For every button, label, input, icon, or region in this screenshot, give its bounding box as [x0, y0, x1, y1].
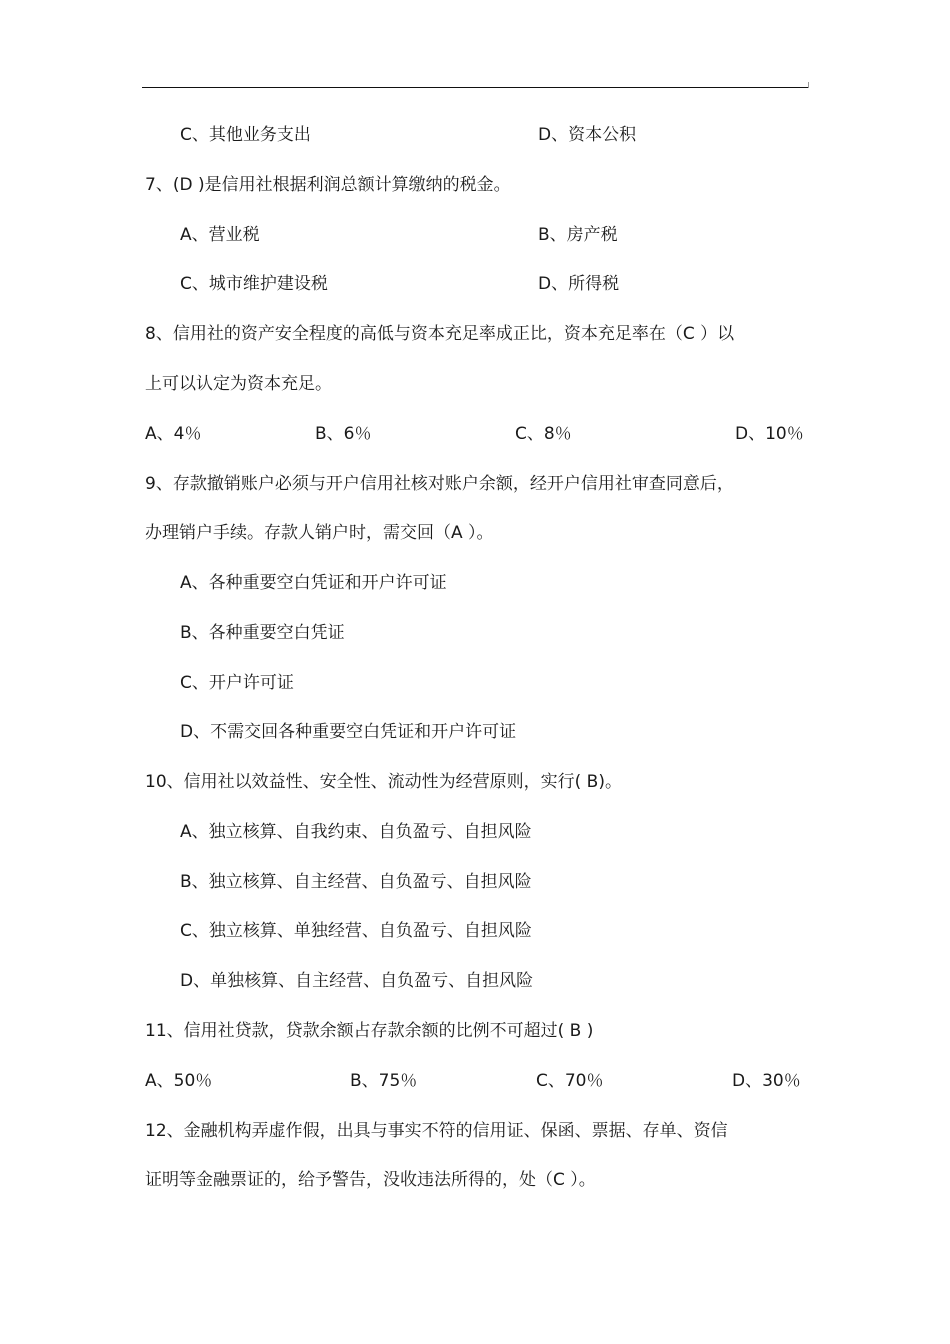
q9-stem-line1: 9、存款撤销账户必须与开户信用社核对账户余额，经开户信用社审查同意后，	[145, 474, 734, 494]
q11-option-c: C、70％	[536, 1071, 604, 1091]
q12-stem-line2: 证明等金融票证的，给予警告，没收违法所得的，处（C ）。	[145, 1170, 596, 1190]
q6-option-c: C、其他业务支出	[180, 125, 311, 145]
q8-option-d: D、10％	[735, 424, 804, 444]
header-rule	[142, 87, 808, 88]
q11-option-d: D、30％	[732, 1071, 801, 1091]
q7-stem: 7、(D )是信用社根据利润总额计算缴纳的税金。	[145, 175, 511, 195]
q9-option-d: D、不需交回各种重要空白凭证和开户许可证	[180, 722, 517, 742]
q10-option-b: B、独立核算、自主经营、自负盈亏、自担风险	[180, 872, 532, 892]
q10-option-a: A、独立核算、自我约束、自负盈亏、自担风险	[180, 822, 532, 842]
header-rule-mark	[808, 82, 809, 88]
q9-stem-line2: 办理销户手续。存款人销户时，需交回（A ）。	[145, 523, 494, 543]
q11-option-a: A、50％	[145, 1071, 213, 1091]
q6-option-d: D、资本公积	[538, 125, 637, 145]
q9-option-b: B、各种重要空白凭证	[180, 623, 345, 643]
q8-option-c: C、8％	[515, 424, 572, 444]
q10-option-c: C、独立核算、单独经营、自负盈亏、自担风险	[180, 921, 532, 941]
q8-stem-line2: 上可以认定为资本充足。	[145, 374, 332, 394]
q8-stem-line1: 8、信用社的资产安全程度的高低与资本充足率成正比，资本充足率在（C ）以	[145, 324, 735, 344]
q11-stem: 11、信用社贷款，贷款余额占存款余额的比例不可超过( B )	[145, 1021, 594, 1041]
q12-stem-line1: 12、金融机构弄虚作假，出具与事实不符的信用证、保函、票据、存单、资信	[145, 1121, 728, 1141]
q10-stem: 10、信用社以效益性、安全性、流动性为经营原则，实行( B)。	[145, 772, 622, 792]
q8-option-a: A、4％	[145, 424, 202, 444]
q7-option-b: B、房产税	[538, 225, 618, 245]
q11-option-b: B、75％	[350, 1071, 418, 1091]
q7-option-d: D、所得税	[538, 274, 620, 294]
q10-option-d: D、单独核算、自主经营、自负盈亏、自担风险	[180, 971, 534, 991]
q8-option-b: B、6％	[315, 424, 372, 444]
q9-option-a: A、各种重要空白凭证和开户许可证	[180, 573, 447, 593]
q9-option-c: C、开户许可证	[180, 673, 294, 693]
q7-option-c: C、城市维护建设税	[180, 274, 328, 294]
q7-option-a: A、营业税	[180, 225, 260, 245]
